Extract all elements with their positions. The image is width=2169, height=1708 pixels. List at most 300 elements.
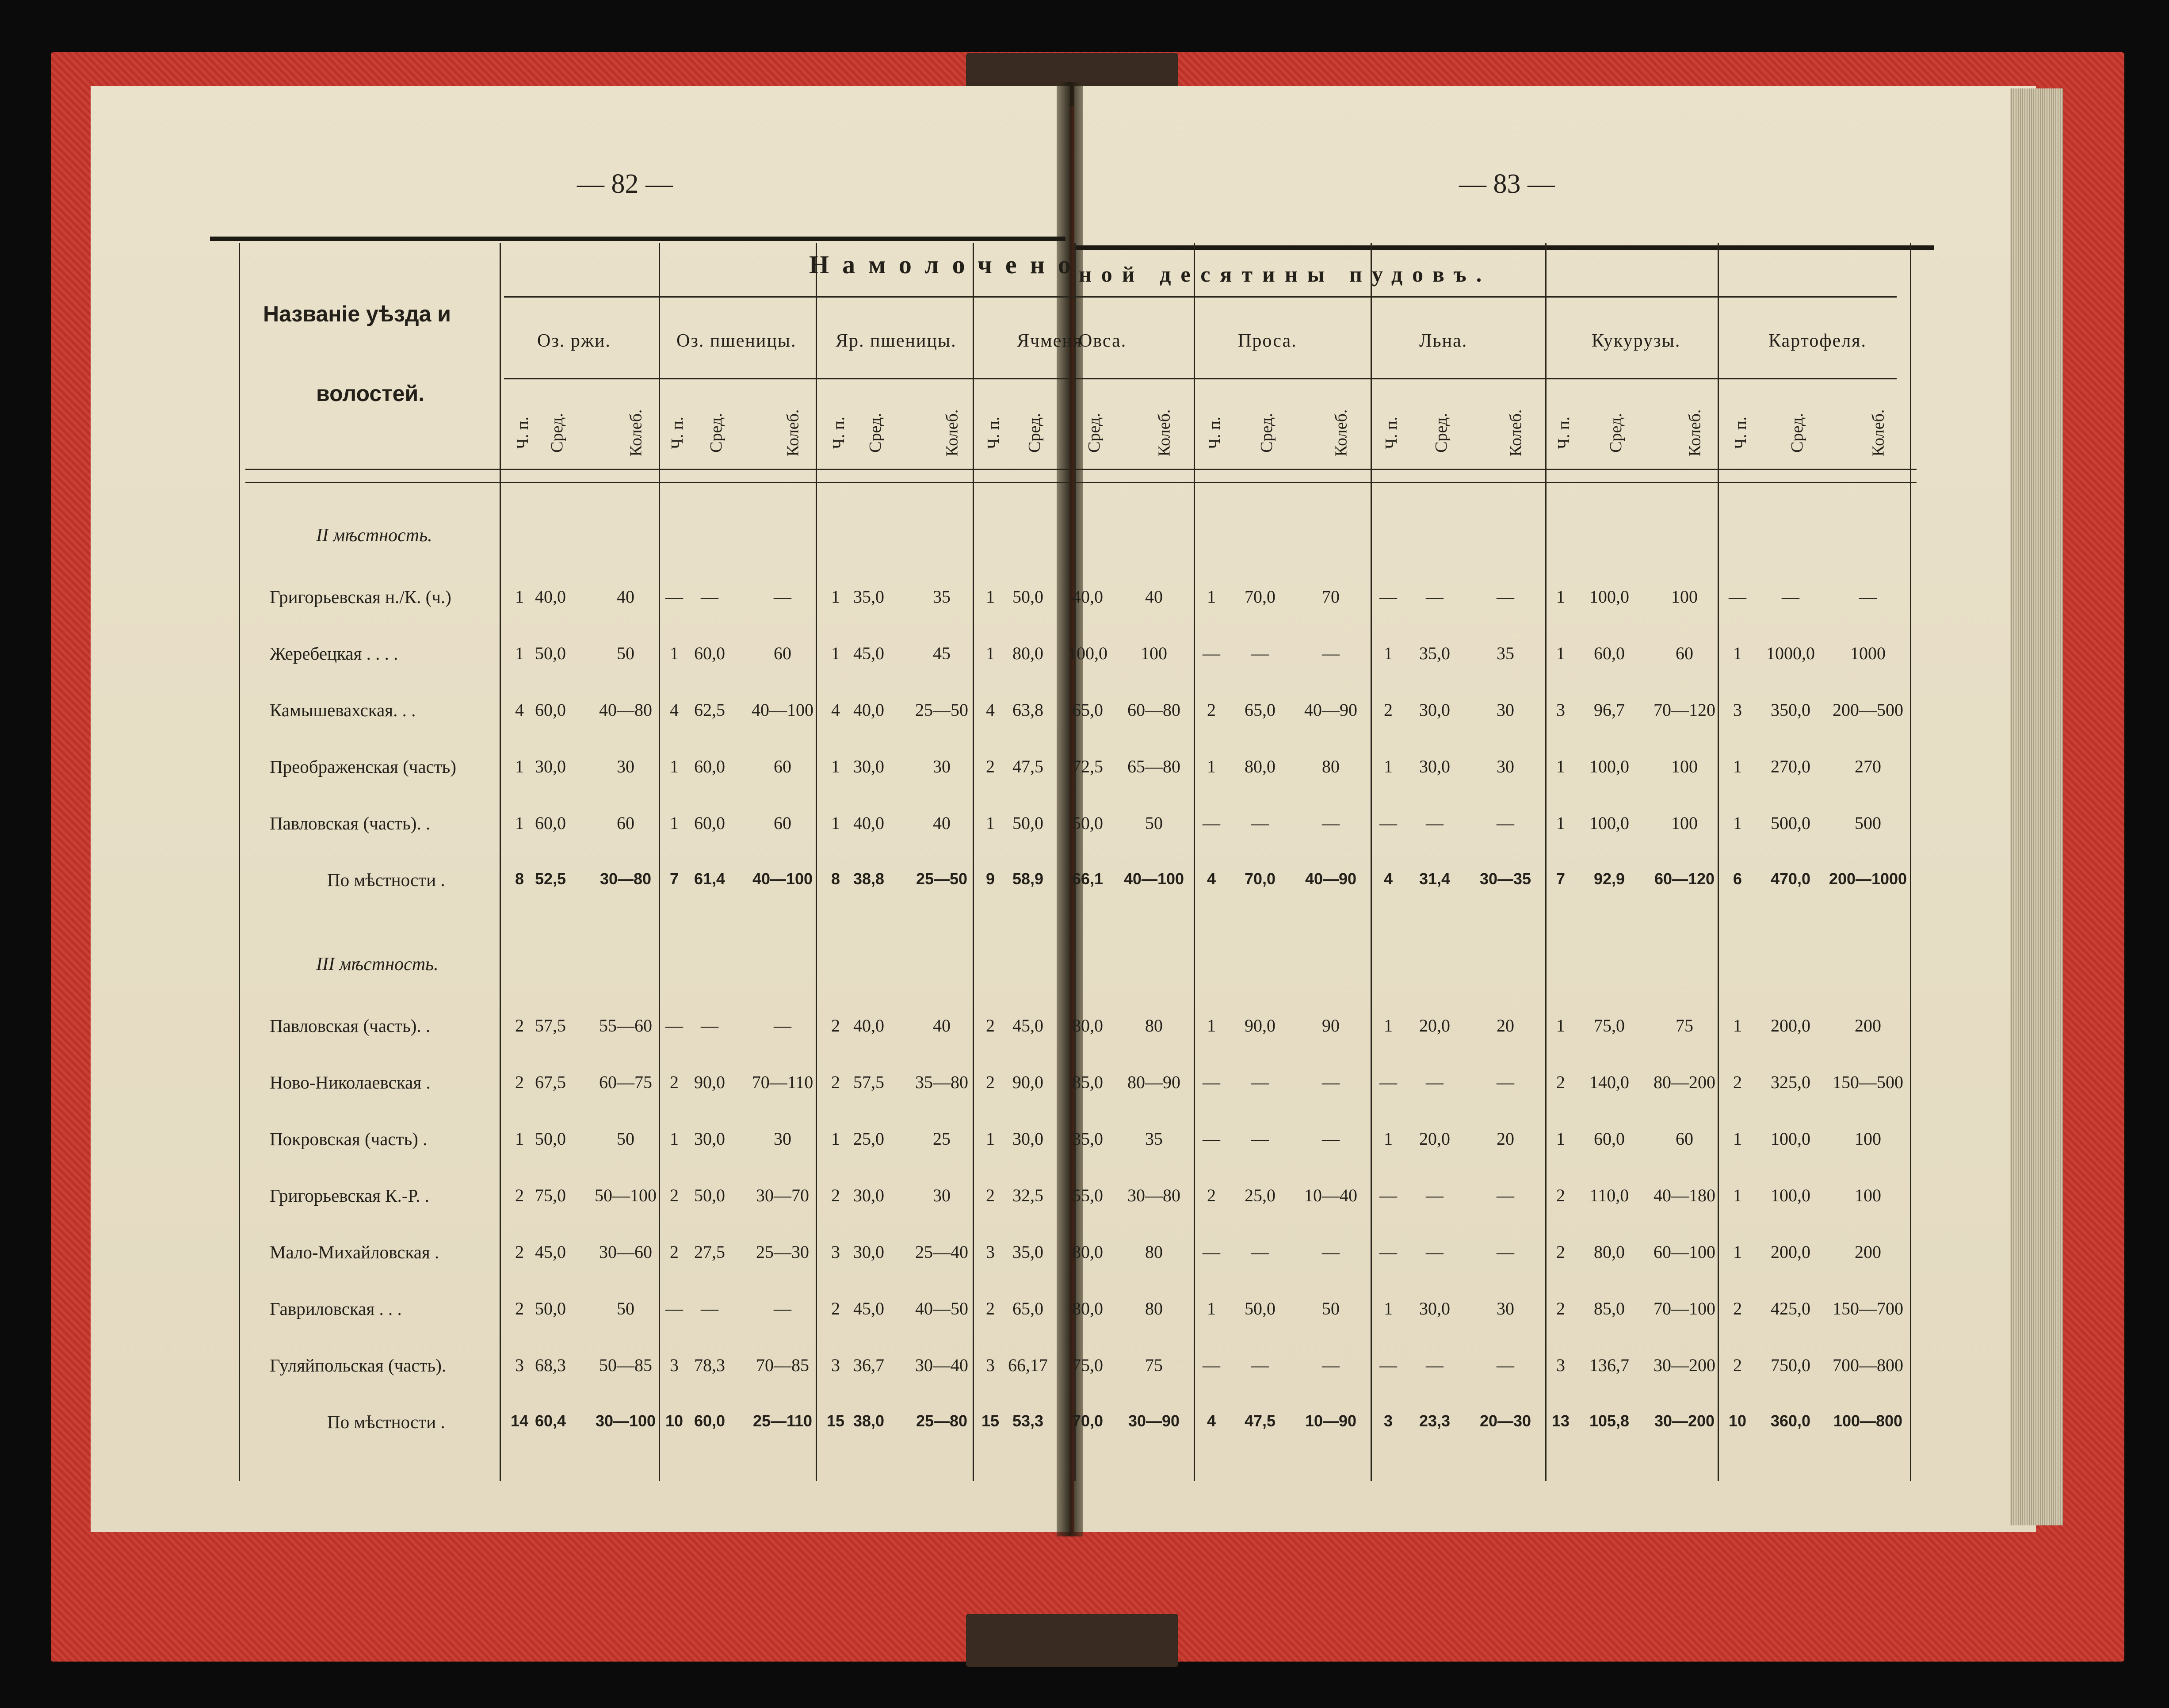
- row-name: Жеребецкая . . . .: [270, 643, 398, 664]
- table-cell: 1: [1384, 1016, 1393, 1035]
- column-subheader: Колеб.: [1869, 409, 1888, 457]
- table-cell: 90,0: [1245, 1016, 1275, 1035]
- table-cell: 2: [515, 1185, 524, 1205]
- table-cell: 1: [515, 757, 524, 776]
- subhdr-bottom-rule: [245, 469, 1917, 470]
- total-cell: 60,0: [694, 1412, 726, 1430]
- total-cell: 38,8: [853, 870, 885, 888]
- table-cell: 65,0: [1245, 700, 1275, 720]
- table-cell: 75,0: [1072, 1355, 1103, 1375]
- table-cell: 30—40: [915, 1355, 968, 1375]
- table-cell: —: [1322, 1129, 1340, 1149]
- column-subheader: Сред.: [1025, 413, 1044, 453]
- table-cell: 1: [1733, 1185, 1742, 1205]
- table-cell: 2: [1556, 1299, 1565, 1318]
- total-cell: 100—800: [1833, 1412, 1903, 1430]
- table-cell: —: [1379, 1355, 1397, 1375]
- table-cell: 30: [1497, 700, 1514, 720]
- total-cell: 10—90: [1305, 1412, 1357, 1430]
- table-cell: 100: [1671, 813, 1698, 833]
- column-subheader: Ч. п.: [1731, 416, 1750, 449]
- table-cell: 30: [933, 757, 951, 776]
- table-cell: —: [1379, 587, 1397, 607]
- table-cell: 100,0: [1589, 813, 1629, 833]
- table-cell: 100: [1141, 643, 1167, 663]
- table-cell: 75,0: [535, 1185, 566, 1205]
- table-cell: 45,0: [1012, 1016, 1043, 1035]
- total-cell: 58,9: [1012, 870, 1044, 888]
- table-cell: 3: [1556, 1355, 1565, 1375]
- table-cell: 70,0: [1245, 587, 1275, 607]
- table-cell: 20: [1497, 1016, 1514, 1035]
- table-cell: —: [1251, 1242, 1269, 1262]
- total-cell: 30—80: [600, 870, 652, 888]
- total-cell: 30—35: [1479, 870, 1531, 888]
- row-name: Камышевахская. . .: [270, 700, 416, 720]
- table-cell: 57,5: [853, 1072, 884, 1092]
- table-cell: 50,0: [1012, 587, 1043, 607]
- table-cell: 4: [670, 700, 679, 720]
- table-cell: —: [1322, 1072, 1340, 1092]
- table-cell: 35,0: [1012, 1242, 1043, 1262]
- table-cell: 1: [1207, 1299, 1216, 1318]
- table-cell: 100,0: [1589, 587, 1629, 607]
- column-subheader: Сред.: [706, 413, 726, 453]
- table-cell: —: [1497, 1355, 1514, 1375]
- table-cell: 50: [617, 643, 634, 663]
- table-cell: 40,0: [853, 813, 884, 833]
- total-cell: 38,0: [853, 1412, 885, 1430]
- table-cell: 1: [1556, 587, 1565, 607]
- table-cell: —: [701, 587, 718, 607]
- table-cell: —: [1322, 813, 1340, 833]
- table-cell: 25,0: [853, 1129, 884, 1149]
- table-cell: 100: [1855, 1185, 1881, 1205]
- column-rule: [659, 243, 660, 1481]
- table-cell: 1: [1207, 587, 1216, 607]
- total-cell: 13: [1551, 1412, 1570, 1430]
- table-cell: 30,0: [1419, 757, 1450, 776]
- table-cell: 50: [617, 1299, 634, 1318]
- page-edge: [2010, 88, 2063, 1525]
- table-cell: 4: [831, 700, 840, 720]
- table-cell: —: [1322, 643, 1340, 663]
- total-cell: 4: [1207, 1412, 1216, 1430]
- total-cell: 40—100: [1123, 870, 1184, 888]
- column-group-label: Оз. ржи.: [537, 331, 611, 351]
- table-cell: 1: [986, 813, 995, 833]
- table-cell: 4: [515, 700, 524, 720]
- table-cell: —: [665, 1299, 683, 1318]
- table-cell: —: [1251, 1129, 1269, 1149]
- table-cell: 25: [933, 1129, 951, 1149]
- table-cell: 1: [1556, 1016, 1565, 1035]
- total-cell: 52,5: [535, 870, 566, 888]
- table-cell: 2: [986, 757, 995, 776]
- table-cell: 2: [670, 1185, 679, 1205]
- table-cell: 40—80: [599, 700, 652, 720]
- table-cell: 1: [831, 757, 840, 776]
- table-cell: 80,0: [1072, 1242, 1103, 1262]
- table-cell: —: [1497, 813, 1514, 833]
- table-cell: 80: [1322, 757, 1340, 776]
- table-cell: 1: [1733, 813, 1742, 833]
- sub-rule: [504, 378, 1897, 379]
- table-cell: 50: [617, 1129, 634, 1149]
- table-cell: 65,0: [1072, 700, 1103, 720]
- table-cell: 40—50: [915, 1299, 968, 1318]
- table-cell: —: [701, 1016, 718, 1035]
- table-cell: 80,0: [1072, 1299, 1103, 1318]
- total-cell: 47,5: [1244, 1412, 1276, 1430]
- table-cell: 270,0: [1771, 757, 1810, 776]
- table-cell: 1: [1384, 1129, 1393, 1149]
- table-cell: 60,0: [1594, 1129, 1625, 1149]
- table-cell: 60,0: [535, 700, 566, 720]
- table-cell: 110,0: [1589, 1185, 1629, 1205]
- table-cell: 2: [831, 1299, 840, 1318]
- column-subheader: Ч. п.: [1205, 416, 1224, 449]
- table-cell: 40: [933, 813, 951, 833]
- table-cell: 65,0: [1012, 1299, 1043, 1318]
- table-cell: 80: [1145, 1242, 1163, 1262]
- table-cell: 35: [1497, 643, 1514, 663]
- column-subheader: Колеб.: [943, 409, 962, 457]
- table-cell: 50,0: [535, 643, 566, 663]
- table-cell: —: [1859, 587, 1877, 607]
- total-cell: 25—110: [752, 1412, 813, 1430]
- table-cell: 30: [1497, 1299, 1514, 1318]
- total-cell: 14: [510, 1412, 529, 1430]
- table-cell: —: [1497, 587, 1514, 607]
- table-cell: 500,0: [1771, 813, 1810, 833]
- total-cell: 30—100: [595, 1412, 656, 1430]
- table-cell: 30,0: [1012, 1129, 1043, 1149]
- header-title-right: ной десятины пудовъ.: [1079, 262, 1492, 287]
- column-group-label: Картофеля.: [1768, 331, 1867, 351]
- table-cell: 60—75: [599, 1072, 652, 1092]
- table-cell: 65—80: [1127, 757, 1180, 776]
- table-cell: 1: [986, 587, 995, 607]
- table-cell: 50,0: [1072, 813, 1103, 833]
- table-cell: 60: [617, 813, 634, 833]
- table-cell: —: [1379, 1072, 1397, 1092]
- table-cell: 35: [1145, 1129, 1163, 1149]
- table-cell: 63,8: [1012, 700, 1043, 720]
- table-cell: 200,0: [1771, 1242, 1810, 1262]
- total-cell: 92,9: [1593, 870, 1625, 888]
- total-cell: 25—50: [916, 870, 968, 888]
- table-cell: 70—100: [1653, 1299, 1715, 1318]
- table-cell: 70: [1322, 587, 1340, 607]
- table-cell: 3: [1556, 700, 1565, 720]
- table-cell: 35,0: [1072, 1129, 1103, 1149]
- table-cell: 1: [1733, 1016, 1742, 1035]
- total-cell: 20—30: [1479, 1412, 1531, 1430]
- row-name: Преображенская (часть): [270, 757, 457, 777]
- table-cell: 75,0: [1594, 1016, 1625, 1035]
- table-cell: 1: [515, 1129, 524, 1149]
- table-cell: —: [701, 1299, 718, 1318]
- table-cell: 200,0: [1771, 1016, 1810, 1035]
- column-group-label: Проса.: [1238, 331, 1297, 351]
- table-cell: 40—100: [752, 700, 813, 720]
- table-cell: 40,0: [853, 700, 884, 720]
- row-name: Гавриловская . . .: [270, 1299, 402, 1319]
- column-subheader: Колеб.: [783, 409, 802, 457]
- table-cell: 60: [1676, 1129, 1693, 1149]
- total-cell: 31,4: [1419, 870, 1451, 888]
- table-cell: 2: [1207, 700, 1216, 720]
- total-row-name: По мѣстности .: [327, 1412, 445, 1432]
- table-cell: 50,0: [694, 1185, 725, 1205]
- table-cell: 50,0: [1245, 1299, 1275, 1318]
- column-subheader: Ч. п.: [1382, 416, 1401, 449]
- table-cell: 150—700: [1833, 1299, 1903, 1318]
- table-cell: 2: [1733, 1299, 1742, 1318]
- table-cell: 1: [831, 813, 840, 833]
- table-cell: 270: [1855, 757, 1881, 776]
- column-subheader: Ч. п.: [984, 416, 1003, 449]
- table-cell: 30,0: [694, 1129, 725, 1149]
- table-cell: 1: [1556, 643, 1565, 663]
- table-cell: 100: [1671, 757, 1698, 776]
- table-cell: 1: [1384, 757, 1393, 776]
- table-cell: 80,0: [1245, 757, 1275, 776]
- total-cell: 10: [665, 1412, 684, 1430]
- column-group-label: Оз. пшеницы.: [676, 331, 797, 351]
- column-rule: [1194, 243, 1195, 1481]
- total-cell: 40—90: [1305, 870, 1357, 888]
- page-number-right: — 83 —: [1459, 169, 1555, 199]
- column-rule: [1371, 243, 1372, 1481]
- table-cell: 90: [1322, 1016, 1340, 1035]
- table-cell: —: [1379, 1242, 1397, 1262]
- table-cell: 50: [1145, 813, 1163, 833]
- table-cell: 35,0: [1419, 643, 1450, 663]
- table-cell: 60,0: [694, 643, 725, 663]
- table-cell: 35,0: [853, 587, 884, 607]
- total-cell: 60—120: [1654, 870, 1715, 888]
- table-cell: 1: [670, 813, 679, 833]
- table-cell: 72,5: [1072, 757, 1103, 776]
- total-cell: 470,0: [1770, 870, 1811, 888]
- table-cell: —: [1203, 1355, 1220, 1375]
- table-cell: 1: [670, 643, 679, 663]
- table-cell: —: [774, 1016, 791, 1035]
- table-cell: 1: [1733, 643, 1742, 663]
- column-group-label: Яр. пшеницы.: [836, 331, 957, 351]
- table-cell: 60: [774, 813, 791, 833]
- total-cell: 15: [826, 1412, 845, 1430]
- table-cell: 60: [774, 757, 791, 776]
- table-cell: 66,17: [1008, 1355, 1048, 1375]
- table-cell: 25—50: [915, 700, 968, 720]
- column-subheader: Сред.: [866, 413, 885, 453]
- table-cell: —: [1497, 1072, 1514, 1092]
- total-cell: 4: [1207, 870, 1216, 888]
- table-cell: 30—80: [1127, 1185, 1180, 1205]
- table-cell: 1: [1384, 643, 1393, 663]
- table-cell: 50—100: [595, 1185, 657, 1205]
- table-cell: —: [1203, 813, 1220, 833]
- column-rule: [816, 243, 817, 1481]
- page-number-left: — 82 —: [577, 169, 673, 199]
- total-cell: 7: [1556, 870, 1566, 888]
- table-cell: 55—60: [599, 1016, 652, 1035]
- table-cell: —: [1426, 587, 1443, 607]
- table-cell: 75: [1145, 1355, 1163, 1375]
- table-cell: 30—70: [756, 1185, 809, 1205]
- table-cell: 30,0: [853, 1185, 884, 1205]
- column-group-label: Овса.: [1079, 331, 1127, 351]
- table-cell: 85,0: [1072, 1072, 1103, 1092]
- table-cell: 2: [515, 1299, 524, 1318]
- table-cell: 62,5: [694, 700, 725, 720]
- total-cell: 53,3: [1012, 1412, 1044, 1430]
- total-cell: 60,4: [535, 1412, 566, 1430]
- header-rule-left: [210, 237, 1065, 241]
- table-cell: 27,5: [694, 1242, 725, 1262]
- table-cell: 1: [1733, 757, 1742, 776]
- table-cell: 35—80: [915, 1072, 968, 1092]
- table-cell: —: [1497, 1185, 1514, 1205]
- table-cell: 45: [933, 643, 951, 663]
- table-cell: 20: [1497, 1129, 1514, 1149]
- table-cell: —: [1203, 1129, 1220, 1149]
- table-cell: 2: [515, 1242, 524, 1262]
- table-cell: 100,0: [1771, 1185, 1810, 1205]
- table-cell: —: [1251, 643, 1269, 663]
- column-subheader: Сред.: [1257, 413, 1276, 453]
- table-cell: 1: [1733, 1242, 1742, 1262]
- table-cell: 47,5: [1012, 757, 1043, 776]
- total-cell: 40—100: [752, 870, 813, 888]
- row-name: Григорьевская К.-Р. .: [270, 1185, 429, 1206]
- table-cell: 200: [1855, 1242, 1881, 1262]
- table-cell: 57,5: [535, 1016, 566, 1035]
- table-cell: —: [1729, 587, 1746, 607]
- table-cell: 40—90: [1304, 700, 1357, 720]
- table-cell: —: [1782, 587, 1799, 607]
- group-rule: [504, 296, 1897, 298]
- table-cell: 67,5: [535, 1072, 566, 1092]
- table-cell: 4: [986, 700, 995, 720]
- table-cell: 1: [670, 1129, 679, 1149]
- table-cell: 1: [831, 587, 840, 607]
- table-cell: 2: [986, 1299, 995, 1318]
- table-cell: 1: [670, 757, 679, 776]
- table-cell: 50,0: [535, 1129, 566, 1149]
- table-cell: 100: [1671, 587, 1698, 607]
- table-cell: —: [1426, 1355, 1443, 1375]
- table-cell: 2: [670, 1072, 679, 1092]
- table-cell: 30: [1497, 757, 1514, 776]
- table-cell: 80—200: [1653, 1072, 1715, 1092]
- column-rule: [1910, 243, 1911, 1481]
- table-cell: 70—85: [756, 1355, 809, 1375]
- table-cell: 1: [986, 643, 995, 663]
- table-cell: 78,3: [694, 1355, 725, 1375]
- total-cell: 4: [1383, 870, 1393, 888]
- table-cell: —: [1426, 813, 1443, 833]
- table-cell: 2: [1556, 1242, 1565, 1262]
- table-cell: —: [1426, 1185, 1443, 1205]
- table-cell: 2: [1733, 1355, 1742, 1375]
- column-group-label: Ячменя: [1017, 331, 1083, 351]
- table-cell: 60—100: [1653, 1242, 1715, 1262]
- table-cell: 40: [617, 587, 634, 607]
- table-cell: 50: [1322, 1299, 1340, 1318]
- table-cell: 1: [515, 587, 524, 607]
- table-cell: 2: [986, 1016, 995, 1035]
- table-cell: 100,0: [1068, 643, 1107, 663]
- table-cell: 32,5: [1012, 1185, 1043, 1205]
- table-cell: 68,3: [535, 1355, 566, 1375]
- table-cell: 3: [831, 1242, 840, 1262]
- table-cell: 30,0: [853, 1242, 884, 1262]
- table-cell: —: [1203, 1072, 1220, 1092]
- column-subheader: Колеб.: [626, 409, 645, 457]
- total-cell: 9: [985, 870, 995, 888]
- table-cell: 1000: [1850, 643, 1886, 663]
- table-cell: 90,0: [1012, 1072, 1043, 1092]
- table-cell: 150—500: [1833, 1072, 1903, 1092]
- column-subheader: Сред.: [1787, 413, 1806, 453]
- table-cell: 1000,0: [1766, 643, 1815, 663]
- table-cell: —: [774, 1299, 791, 1318]
- table-cell: —: [1322, 1355, 1340, 1375]
- table-cell: 1: [1207, 1016, 1216, 1035]
- column-rule: [1545, 243, 1547, 1481]
- total-row-name: По мѣстности .: [327, 870, 445, 890]
- header-title-left: Намолочено: [809, 250, 1084, 279]
- row-name: Павловская (часть). .: [270, 813, 431, 833]
- total-cell: 10: [1728, 1412, 1747, 1430]
- header-rule-right: [1074, 245, 1934, 250]
- table-cell: 30: [774, 1129, 791, 1149]
- table-cell: 2: [670, 1242, 679, 1262]
- column-subheader: Сред.: [1084, 413, 1104, 453]
- table-cell: 2: [831, 1072, 840, 1092]
- table-cell: 1: [1207, 757, 1216, 776]
- total-cell: 25—80: [916, 1412, 968, 1430]
- column-rule: [1718, 243, 1719, 1481]
- column-subheader: Колеб.: [1155, 409, 1174, 457]
- table-cell: 3: [831, 1355, 840, 1375]
- table-cell: 136,7: [1589, 1355, 1629, 1375]
- table-cell: 35: [933, 587, 951, 607]
- total-cell: 8: [515, 870, 524, 888]
- column-subheader: Ч. п.: [668, 416, 687, 449]
- table-cell: 60,0: [535, 813, 566, 833]
- table-cell: 500: [1855, 813, 1881, 833]
- table-cell: 30—60: [599, 1242, 652, 1262]
- total-cell: 7: [669, 870, 679, 888]
- table-cell: 200—500: [1833, 700, 1903, 720]
- name-col-header-2: волостей.: [316, 381, 425, 406]
- total-cell: 61,4: [694, 870, 726, 888]
- table-cell: 70—120: [1653, 700, 1715, 720]
- row-name: Гуляйпольская (часть).: [270, 1355, 447, 1376]
- table-cell: 100,0: [1771, 1129, 1810, 1149]
- total-cell: 30—200: [1654, 1412, 1715, 1430]
- table-cell: 140,0: [1589, 1072, 1629, 1092]
- table-cell: 1: [831, 643, 840, 663]
- row-name: Павловская (часть). .: [270, 1016, 431, 1036]
- section-title: II мѣстность.: [316, 525, 432, 546]
- table-cell: 1: [1733, 1129, 1742, 1149]
